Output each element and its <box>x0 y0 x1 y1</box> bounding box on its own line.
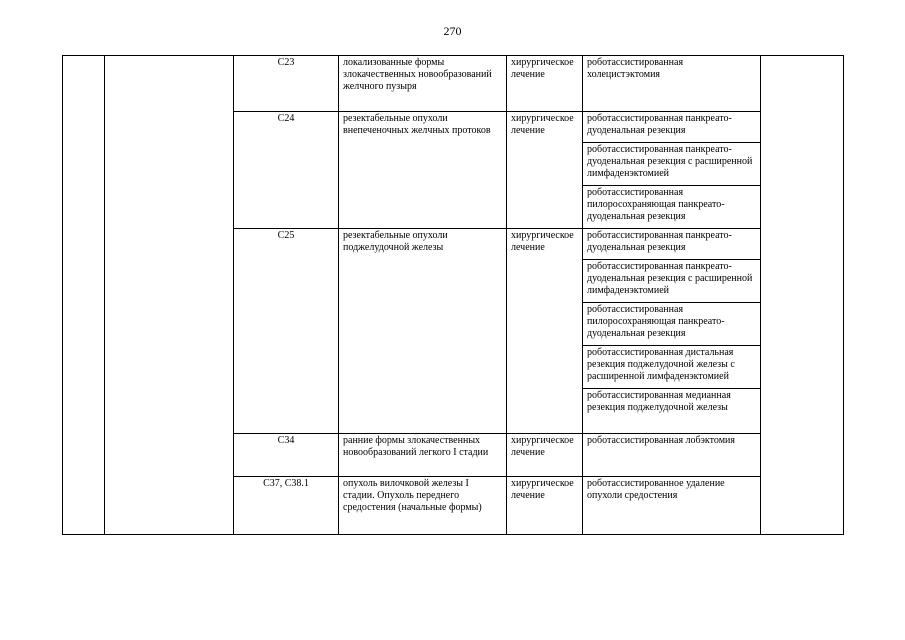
page-number: 270 <box>443 24 462 38</box>
table-body <box>63 56 844 535</box>
icd-code-cell: C25 <box>234 229 339 434</box>
method-cell: роботассистированная пилоросохраняющая панкреато-дуоденальная резекция <box>583 303 761 346</box>
icd-code-cell: C23 <box>234 56 339 112</box>
blank-column-1 <box>63 56 105 535</box>
diagnosis-cell: резектабельные опухоли поджелудочной железы <box>339 229 507 434</box>
treatment-type-cell: хирургическое лечение <box>507 229 583 434</box>
treatment-table <box>62 55 844 535</box>
method-cell: роботассистированное удаление опухоли средостения <box>583 477 761 535</box>
treatment-type-cell: хирургическое лечение <box>507 477 583 535</box>
blank-column-2 <box>105 56 234 535</box>
treatment-type-cell: хирургическое лечение <box>507 56 583 112</box>
diagnosis-cell: резектабельные опухоли внепеченочных желчных протоков <box>339 112 507 229</box>
diagnosis-cell: локализованные формы злокачественных новообразований желчного пузыря <box>339 56 507 112</box>
diagnosis-cell: ранние формы злокачественных новообразований легкого I стадии <box>339 434 507 477</box>
icd-code-cell: C34 <box>234 434 339 477</box>
method-cell: роботассистированная панкреато-дуоденальная резекция с расширенной лимфаденэктомией <box>583 260 761 303</box>
table-row <box>63 56 844 112</box>
method-cell: роботассистированная панкреато-дуоденальная резекция <box>583 229 761 260</box>
method-cell: роботассистированная пилоросохраняющая панкреато-дуоденальная резекция <box>583 186 761 229</box>
method-cell: роботассистированная панкреато-дуоденальная резекция с расширенной лимфаденэктомией <box>583 143 761 186</box>
icd-code-cell: C24 <box>234 112 339 229</box>
treatment-type-cell: хирургическое лечение <box>507 434 583 477</box>
icd-code-cell: C37, C38.1 <box>234 477 339 535</box>
blank-column-last <box>761 56 844 535</box>
method-cell: роботассистированная дистальная резекция поджелудочной железы с расширенной лимфаденэктомией <box>583 346 761 389</box>
method-cell: роботассистированная холецистэктомия <box>583 56 761 112</box>
method-cell: роботассистированная медианная резекция поджелудочной железы <box>583 389 761 434</box>
diagnosis-cell: опухоль вилочковой железы I стадии. Опухоль переднего средостения (начальные формы) <box>339 477 507 535</box>
treatment-type-cell: хирургическое лечение <box>507 112 583 229</box>
method-cell: роботассистированная лобэктомия <box>583 434 761 477</box>
method-cell: роботассистированная панкреато-дуоденальная резекция <box>583 112 761 143</box>
